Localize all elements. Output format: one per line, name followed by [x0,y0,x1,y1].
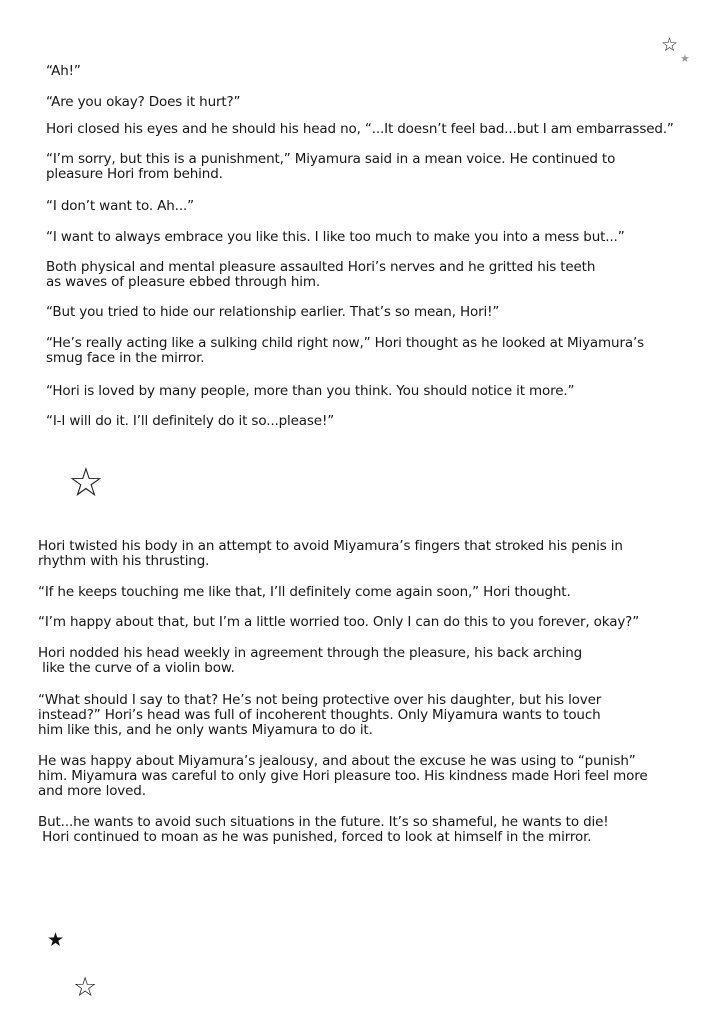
paragraph: Hori closed his eyes and he should his head no, “...It doesn’t feel bad...but I am embarrassed.” [46,121,674,137]
paragraph: “I’m sorry, but this is a punishment,” Miyamura said in a mean voice. He continued to pleasure Hori from behind. [46,151,616,182]
paragraph: “I want to always embrace you like this. I like too much to make you into a mess but...” [46,229,625,245]
paragraph: “I’m happy about that, but I’m a little worried too. Only I can do this to you forever, okay?” [38,614,640,630]
star-outline-icon: ☆ [68,460,104,506]
paragraph: “I-I will do it. I’ll definitely do it so...please!” [46,413,335,429]
star-filled-icon: ★ [47,929,65,951]
paragraph: But...he wants to avoid such situations in the future. It’s so shameful, he wants to die! Hori continued to moan as he was punished, forced to look at himself in the mirror. [38,814,609,845]
paragraph: “What should I say to that? He’s not being protective over his daughter, but his lover instead?” Hori’s head was full of incoherent thoughts. Only Miyamura wants to touch him like this, and he only wants Miyamura to do it. [38,692,602,738]
star-outline-icon: ☆ [661,34,679,56]
paragraph: He was happy about Miyamura’s jealousy, and about the excuse he was using to “punish” him. Miyamura was careful to only give Hori pleasure too. His kindness made Hori feel more and more loved. [38,753,648,799]
paragraph: Hori nodded his head weekly in agreement through the pleasure, his back arching like the curve of a violin bow. [38,645,583,676]
paragraph: “He’s really acting like a sulking child right now,” Hori thought as he looked at Miyamura’s smug face in the mirror. [46,335,645,366]
paragraph: “Are you okay? Does it hurt?” [46,94,241,110]
paragraph: Both physical and mental pleasure assaulted Hori’s nerves and he gritted his teeth as waves of pleasure ebbed through him. [46,259,596,290]
paragraph: “Ah!” [46,63,81,79]
paragraph: “Hori is loved by many people, more than you think. You should notice it more.” [46,383,575,399]
star-small-gray-icon: ★ [680,52,690,65]
star-outline-icon: ☆ [73,972,98,1003]
paragraph: Hori twisted his body in an attempt to avoid Miyamura’s fingers that stroked his penis in rhythm with his thrusting. [38,538,623,569]
paragraph: “I don’t want to. Ah...” [46,198,194,214]
paragraph: “But you tried to hide our relationship earlier. That’s so mean, Hori!” [46,304,500,320]
paragraph: “If he keeps touching me like that, I’ll definitely come again soon,” Hori thought. [38,584,571,600]
